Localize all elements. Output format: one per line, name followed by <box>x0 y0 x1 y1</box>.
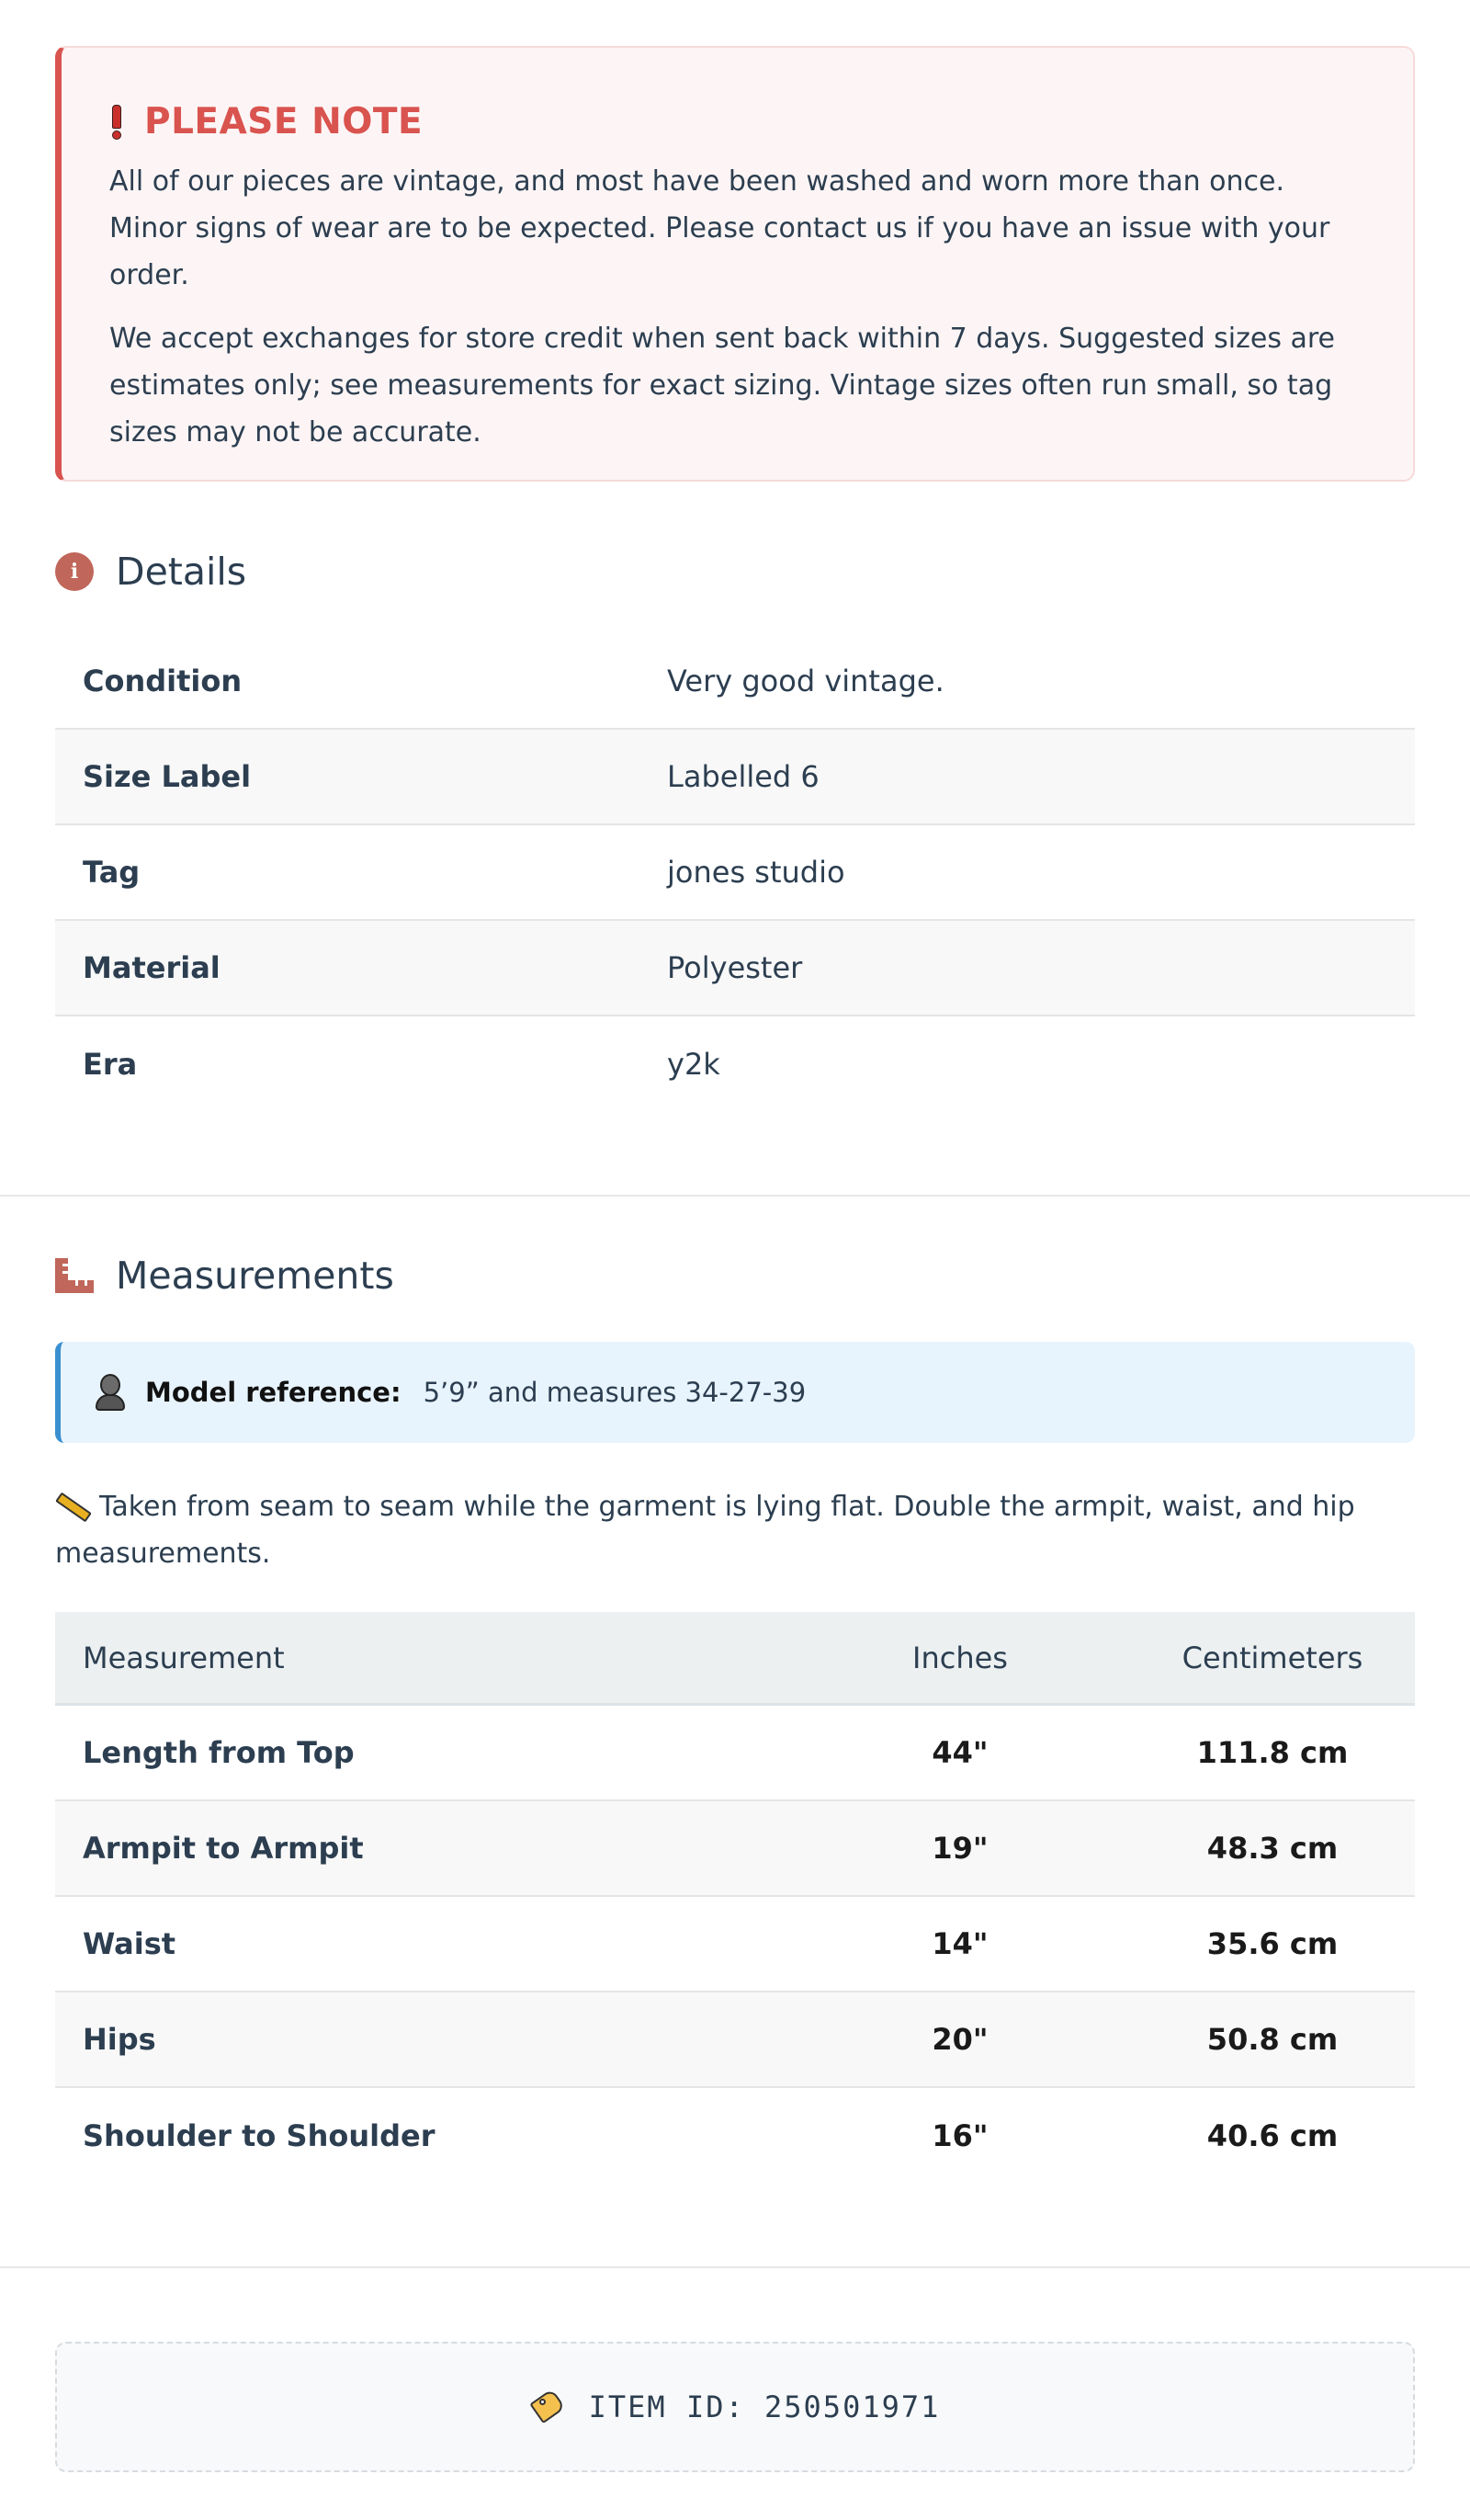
model-reference-box <box>55 1342 1415 1443</box>
detail-label: Size Label <box>83 759 252 794</box>
measurement-cm: 48.3 cm <box>1206 1831 1339 1866</box>
measurement-inches: 44" <box>932 1735 989 1770</box>
detail-value: y2k <box>667 1047 720 1082</box>
detail-value: Very good vintage. <box>667 664 944 698</box>
info-icon: i <box>55 552 94 591</box>
please-note-box <box>55 46 1415 482</box>
table-row <box>55 1992 1415 2088</box>
ruler-icon <box>55 1258 94 1293</box>
table-row <box>55 1706 1415 1801</box>
measurement-name: Armpit to Armpit <box>83 1831 364 1866</box>
section-divider <box>0 2266 1470 2268</box>
measurement-note-text: Taken from seam to seam while the garment is lying flat. Double the armpit, waist, and hip measurements. <box>55 1491 1355 1570</box>
column-header: Inches <box>912 1640 1008 1675</box>
details-table <box>55 634 1415 1112</box>
table-row <box>55 921 1415 1016</box>
exclamation-icon <box>109 105 122 138</box>
notice-paragraph: All of our pieces are vintage, and most have been washed and worn more than once. Minor signs of wear are to be expected. Please contact us if you have an issue with your order. <box>109 165 1330 291</box>
model-reference-label: Model reference: <box>145 1377 401 1408</box>
model-reference-value: 5’9” and measures 34-27-39 <box>423 1377 807 1408</box>
measurement-inches: 16" <box>932 2118 989 2153</box>
measurement-inches: 14" <box>932 1926 989 1961</box>
table-header-row <box>55 1612 1415 1706</box>
detail-value: Labelled 6 <box>667 759 820 794</box>
column-header: Centimeters <box>1182 1640 1363 1675</box>
detail-value: Polyester <box>667 950 803 985</box>
detail-label: Condition <box>83 664 243 698</box>
table-row <box>55 2088 1415 2184</box>
details-header <box>55 544 246 599</box>
item-id-text: ITEM ID: 250501971 <box>588 2389 941 2424</box>
table-row <box>55 1801 1415 1897</box>
notice-paragraph: We accept exchanges for store credit when sent back within 7 days. Suggested sizes are estimates only; see measurements for exact sizing. Vintage sizes often run small, so tag sizes may not be accurate. <box>109 323 1336 448</box>
measurement-name: Waist <box>83 1926 176 1961</box>
tag-icon <box>530 2390 567 2424</box>
measurement-note <box>55 1483 1415 1577</box>
measurements-title: Measurements <box>116 1254 394 1298</box>
table-row <box>55 1897 1415 1992</box>
pencil-icon <box>55 1492 92 1519</box>
measurement-cm: 35.6 cm <box>1206 1926 1339 1961</box>
column-header: Measurement <box>83 1640 285 1675</box>
section-divider <box>0 1195 1470 1197</box>
details-title: Details <box>116 550 247 594</box>
notice-header <box>109 101 1365 142</box>
detail-label: Tag <box>83 855 141 890</box>
table-row <box>55 634 1415 730</box>
measurement-inches: 20" <box>932 2022 989 2057</box>
measurement-cm: 50.8 cm <box>1206 2022 1339 2057</box>
measurement-name: Hips <box>83 2022 156 2057</box>
table-row <box>55 730 1415 825</box>
detail-label: Material <box>83 950 220 985</box>
measurement-cm: 40.6 cm <box>1206 2118 1339 2153</box>
measurement-cm: 111.8 cm <box>1196 1735 1349 1770</box>
table-row <box>55 825 1415 921</box>
notice-title: PLEASE NOTE <box>144 100 424 142</box>
table-row <box>55 1016 1415 1112</box>
measurements-table <box>55 1612 1415 2184</box>
detail-label: Era <box>83 1047 138 1082</box>
measurement-name: Length from Top <box>83 1735 355 1770</box>
measurements-header <box>55 1248 394 1303</box>
measurement-inches: 19" <box>932 1831 989 1866</box>
detail-value: jones studio <box>667 855 845 890</box>
person-icon <box>94 1374 127 1411</box>
item-id-box <box>55 2342 1415 2472</box>
measurement-name: Shoulder to Shoulder <box>83 2118 435 2153</box>
